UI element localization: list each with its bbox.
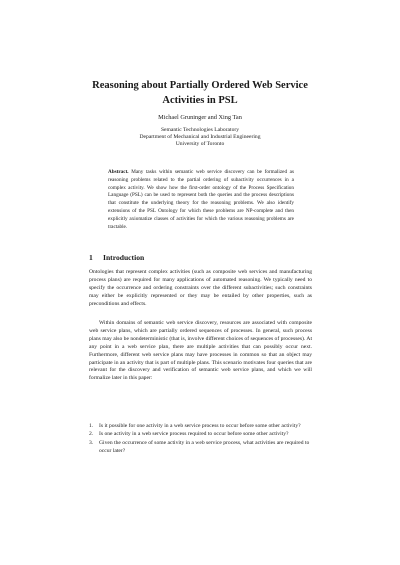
section-number: 1 bbox=[89, 253, 93, 262]
paragraph-2: Within domains of semantic web service discovery, resources are associated with composite web service plans, which are partially ordered sequences of processes. In general, such process plans may also be nondeterministic (that is, involve different choices of sequences of processes). At any point in a web service plan, there are multiple activities that can possibly occur next. Furthermore, different web service plans may have processes in common so that an object may participate in an activity that is part of multiple plans. This scenario motivates four queries that are relevant for the discovery and verification of semantic web service plans, and which we will formalize later in this paper: bbox=[89, 320, 312, 382]
list-item bbox=[89, 431, 312, 439]
list-item bbox=[89, 423, 312, 431]
list-item-text: Given the occurrence of some activity in a web service process, what activities are required to occur later? bbox=[99, 439, 310, 454]
section-heading bbox=[89, 253, 144, 263]
list-item bbox=[89, 440, 312, 456]
authors: Michael Gruninger and Xing Tan bbox=[158, 114, 242, 121]
section-title: Introduction bbox=[103, 253, 145, 262]
list-item-text: Is one activity in a web service process required to occur before some other activity? bbox=[99, 431, 289, 438]
paragraph-1: Ontologies that represent complex activities (such as composite web services and manufacturing process plans) are required for many applications of automated reasoning. We typically need to specify the occurrence and ordering constraints over the different subactivities; such constraints may either be explicitly represented or they may be entailed by other properties, such as preconditions and effects. bbox=[89, 269, 312, 307]
title-line-2: Activities in PSL bbox=[162, 95, 238, 106]
affiliation bbox=[60, 127, 340, 149]
query-list bbox=[89, 423, 312, 456]
list-item-number: 3. bbox=[89, 439, 94, 446]
list-item-number: 2. bbox=[89, 431, 94, 438]
abstract bbox=[108, 169, 294, 231]
abstract-text: Many tasks within semantic web service discovery can be formalized as reasoning problems related to the partial ordering of subactivity occurrences in a complex activity. We show how the first-order ontology of the Process Specification Language (PSL) can be used to represent both the queries and the process descriptions that constitute the underlying theory for the reasoning problems. We also identify extensions of the PSL Ontology for which these problems are NP-complete and then explicitly axiomatize classes of activities for which the various reasoning problems are tractable. bbox=[108, 169, 294, 230]
list-item-text: Is it possible for one activity in a web service process to occur before some other activity? bbox=[99, 423, 301, 429]
affiliation-department: Department of Mechanical and Industrial Engineering bbox=[139, 134, 261, 141]
title-line-1: Reasoning about Partially Ordered Web Service bbox=[92, 80, 308, 91]
paper-title bbox=[60, 78, 340, 108]
affiliation-lab: Semantic Technologies Laboratory bbox=[160, 127, 240, 133]
list-item-number: 1. bbox=[89, 423, 94, 429]
abstract-label: Abstract. bbox=[108, 169, 129, 175]
affiliation-university: University of Toronto bbox=[175, 141, 225, 148]
